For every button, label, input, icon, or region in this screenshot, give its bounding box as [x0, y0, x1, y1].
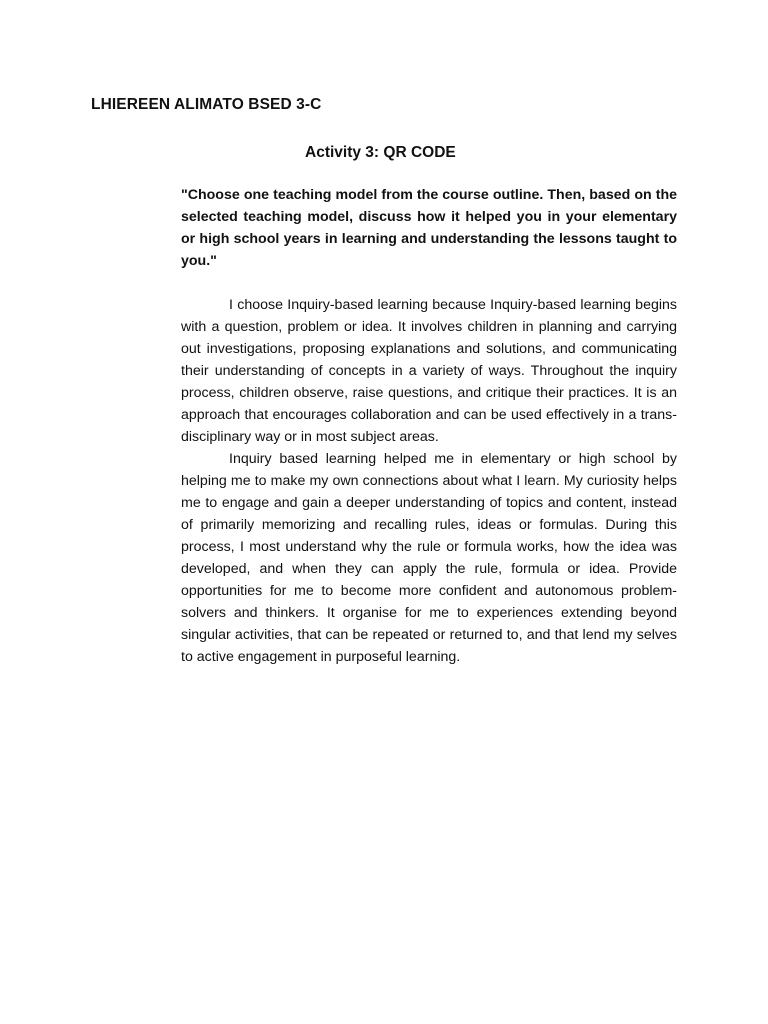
author-line: LHIEREEN ALIMATO BSED 3-C	[91, 96, 322, 113]
answer-body	[181, 294, 677, 668]
activity-prompt: "Choose one teaching model from the course outline. Then, based on the selected teaching model, discuss how it helped you in your elementary or high school years in learning and understanding the lessons taught to you."	[181, 187, 677, 269]
answer-paragraph-2: Inquiry based learning helped me in elementary or high school by helping me to make my own connections about what I learn. My curiosity helps me to engage and gain a deeper understanding of topics and content, instead of primarily memorizing and recalling rules, ideas or formulas. During this process, I most understand why the rule or formula works, how the idea was developed, and when they can apply the rule, formula or idea. Provide opportunities for me to become more confident and autonomous problem-solvers and thinkers. It organise for me to experiences extending beyond singular activities, that can be repeated or returned to, and that lend my selves to active engagement in purposeful learning.	[181, 451, 677, 665]
activity-title: Activity 3: QR CODE	[305, 144, 456, 161]
answer-paragraph-1: I choose Inquiry-based learning because Inquiry-based learning begins with a question, problem or idea. It involves children in planning and carrying out investigations, proposing explanations and solutions, and communicating their understanding of concepts in a variety of ways. Throughout the inquiry process, children observe, raise questions, and critique their practices. It is an approach that encourages collaboration and can be used effectively in a trans-disciplinary way or in most subject areas.	[181, 297, 677, 445]
